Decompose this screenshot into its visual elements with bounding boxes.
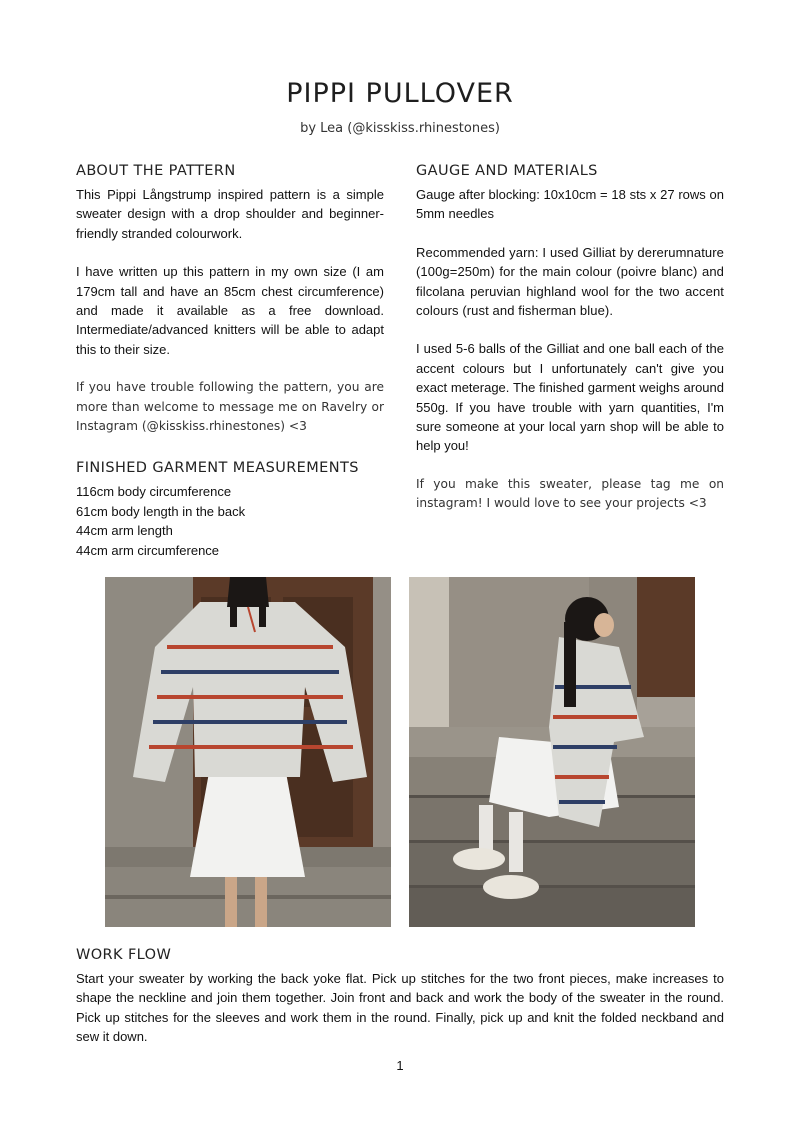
gauge-paragraph-3: I used 5-6 balls of the Gilliat and one ball each of the accent colours but I unfortunately can't give you exact meterage. The finished garment weighs around 550g. If you have trouble with yarn quantities, I'm sure someone at your local yarn shop will be able to help you!: [416, 341, 724, 454]
gauge-heading: GAUGE AND MATERIALS: [416, 163, 598, 179]
measurements-list: [76, 482, 384, 560]
workflow-heading: WORK FLOW: [76, 947, 172, 963]
measurement-item: 44cm arm circumference: [76, 542, 220, 558]
about-paragraph-3: If you have trouble following the pattern, you are more than welcome to message me on Ravelry or Instagram (@kisskiss.rhinestones) <3: [76, 380, 384, 434]
workflow-paragraph: Start your sweater by working the back yoke flat. Pick up stitches for the two front pieces, make increases to shape the neckline and join them together. Join front and back and work the body of the sweater in the round. Pick up stitches for the sleeves and work them in the round. Finally, pick up and knit the folded neckband and sew it down.: [76, 971, 724, 1045]
author-byline: by Lea (@kisskiss.rhinestones): [300, 121, 500, 136]
right-column: [416, 161, 724, 514]
document-title: PIPPI PULLOVER: [286, 78, 514, 109]
measurements-heading: FINISHED GARMENT MEASUREMENTS: [76, 460, 359, 477]
about-paragraph-2: I have written up this pattern in my own size (I am 179cm tall and have an 85cm chest circumference) and made it available as a free download. Intermediate/advanced knitters will be able to adapt this to their size.: [76, 264, 384, 357]
workflow-section: [76, 945, 724, 1047]
left-column: [76, 161, 384, 560]
gauge-paragraph-2: Recommended yarn: I used Gilliat by dererumnature (100g=250m) for the main colour (poivre blanc) and filcolana peruvian highland wool for the two accent colours (rust and fisherman blue).: [416, 244, 724, 319]
page-number: 1: [396, 1058, 404, 1073]
measurement-item: 116cm body circumference: [76, 484, 232, 500]
measurement-item: 44cm arm length: [76, 523, 173, 539]
about-paragraph-1: This Pippi Långstrump inspired pattern is a simple sweater design with a drop shoulder and beginner-friendly stranded colourwork.: [76, 187, 384, 241]
photo-seated: [409, 577, 695, 927]
about-heading: ABOUT THE PATTERN: [76, 163, 236, 179]
gauge-paragraph-4: If you make this sweater, please tag me on instagram! I would love to see your projects <3: [416, 476, 724, 511]
photo-standing: [105, 577, 391, 927]
measurement-item: 61cm body length in the back: [76, 503, 246, 519]
gauge-paragraph-1: Gauge after blocking: 10x10cm = 18 sts x 27 rows on 5mm needles: [416, 187, 724, 222]
